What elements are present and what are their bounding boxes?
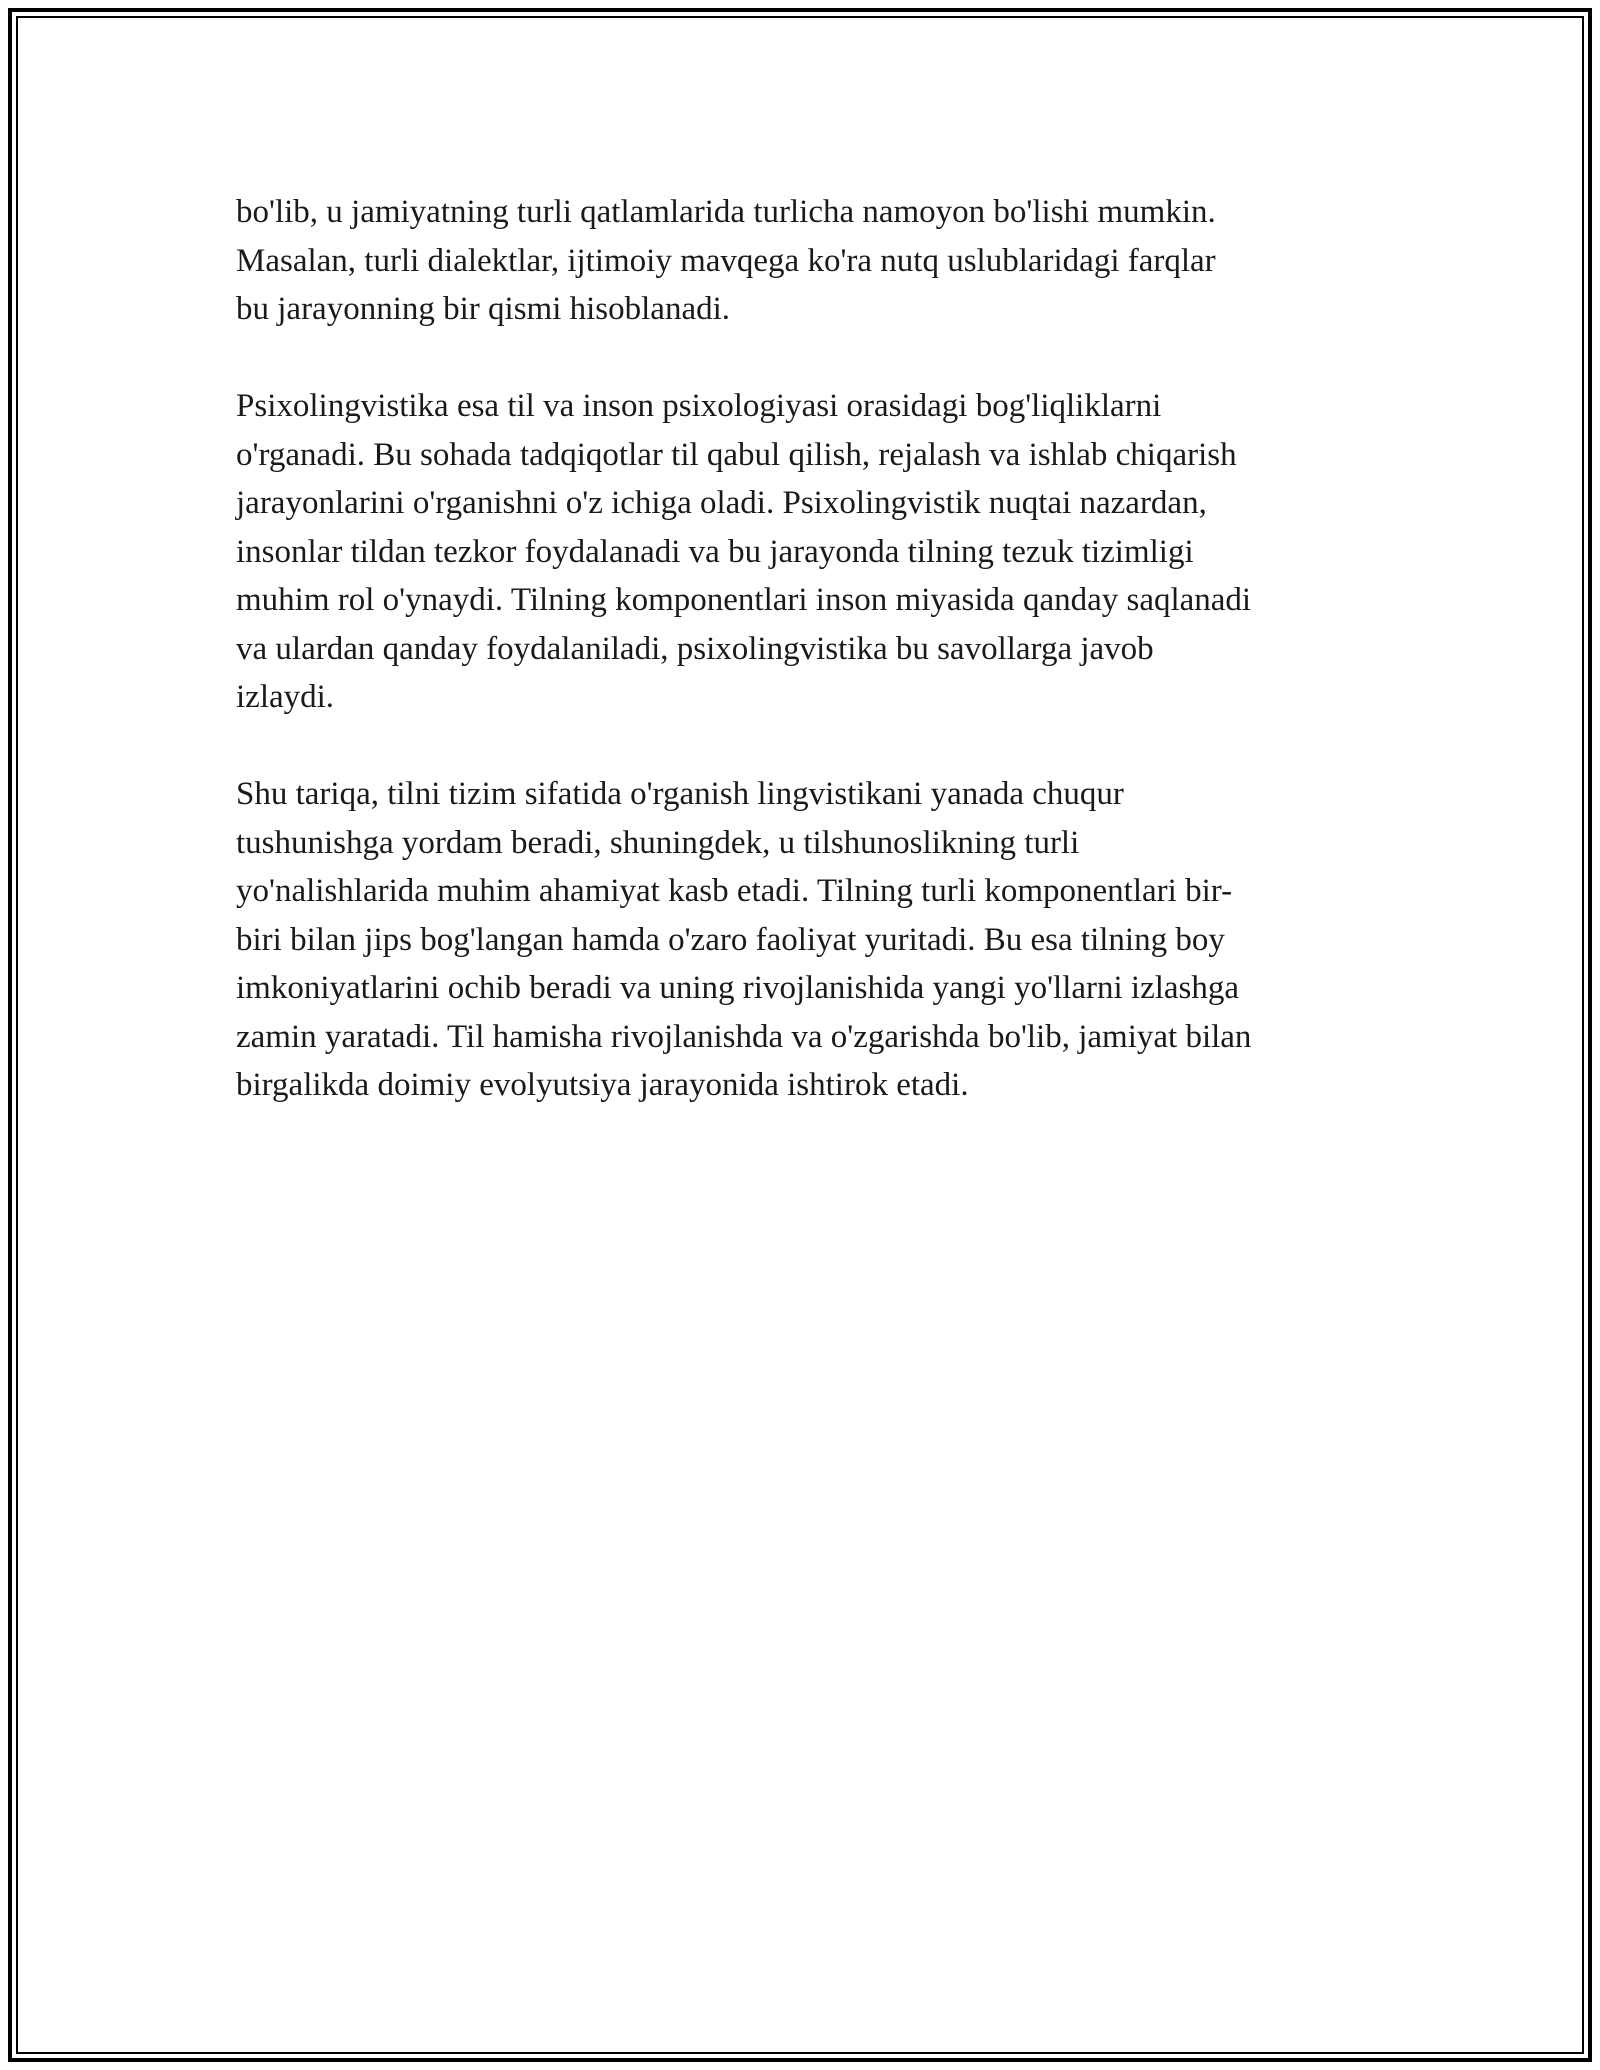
text-line: zamin yaratadi. Til hamisha rivojlanishda va o'zgarishda bo'lib, jamiyat bilan — [236, 1018, 1252, 1055]
paragraph-1 — [236, 188, 1376, 334]
text-line: Shu tariqa, tilni tizim sifatida o'rganish lingvistikani yanada chuqur — [236, 776, 1124, 812]
text-line: tushunishga yordam beradi, shuningdek, u tilshunoslikning turli — [236, 824, 1080, 861]
document-body — [236, 188, 1376, 1158]
text-line: Psixolingvistika esa til va inson psixologiyasi orasidagi bog'liqliklarni — [236, 388, 1162, 424]
text-line: muhim rol o'ynaydi. Tilning komponentlari inson miyasida qanday saqlanadi — [236, 582, 1252, 618]
text-line: jarayonlarini o'rganishni o'z ichiga oladi. Psixolingvistik nuqtai nazardan, — [236, 485, 1207, 521]
text-line: yo'nalishlarida muhim ahamiyat kasb etadi. Tilning turli komponentlari bir- — [236, 873, 1233, 909]
text-line: Masalan, turli dialektlar, ijtimoiy mavqega ko'ra nutq uslublaridagi farqlar — [236, 242, 1216, 279]
text-line: o'rganadi. Bu sohada tadqiqotlar til qabul qilish, rejalash va ishlab chiqarish — [236, 436, 1237, 473]
text-line: insonlar tildan tezkor foydalanadi va bu jarayonda tilning tezuk tizimligi — [236, 533, 1194, 570]
text-line: bo'lib, u jamiyatning turli qatlamlarida turlicha namoyon bo'lishi mumkin. — [236, 194, 1216, 230]
text-line: imkoniyatlarini ochib beradi va uning rivojlanishida yangi yo'llarni izlashga — [236, 970, 1240, 1006]
paragraph-3 — [236, 770, 1376, 1110]
text-line: bu jarayonning bir qismi hisoblanadi. — [236, 291, 731, 327]
text-line: biri bilan jips bog'langan hamda o'zaro faoliyat yuritadi. Bu esa tilning boy — [236, 921, 1225, 958]
text-line: izlaydi. — [236, 679, 335, 715]
text-line: va ulardan qanday foydalaniladi, psixolingvistika bu savollarga javob — [236, 630, 1154, 667]
text-line: birgalikda doimiy evolyutsiya jarayonida ishtirok etadi. — [236, 1067, 969, 1103]
paragraph-2 — [236, 382, 1376, 722]
